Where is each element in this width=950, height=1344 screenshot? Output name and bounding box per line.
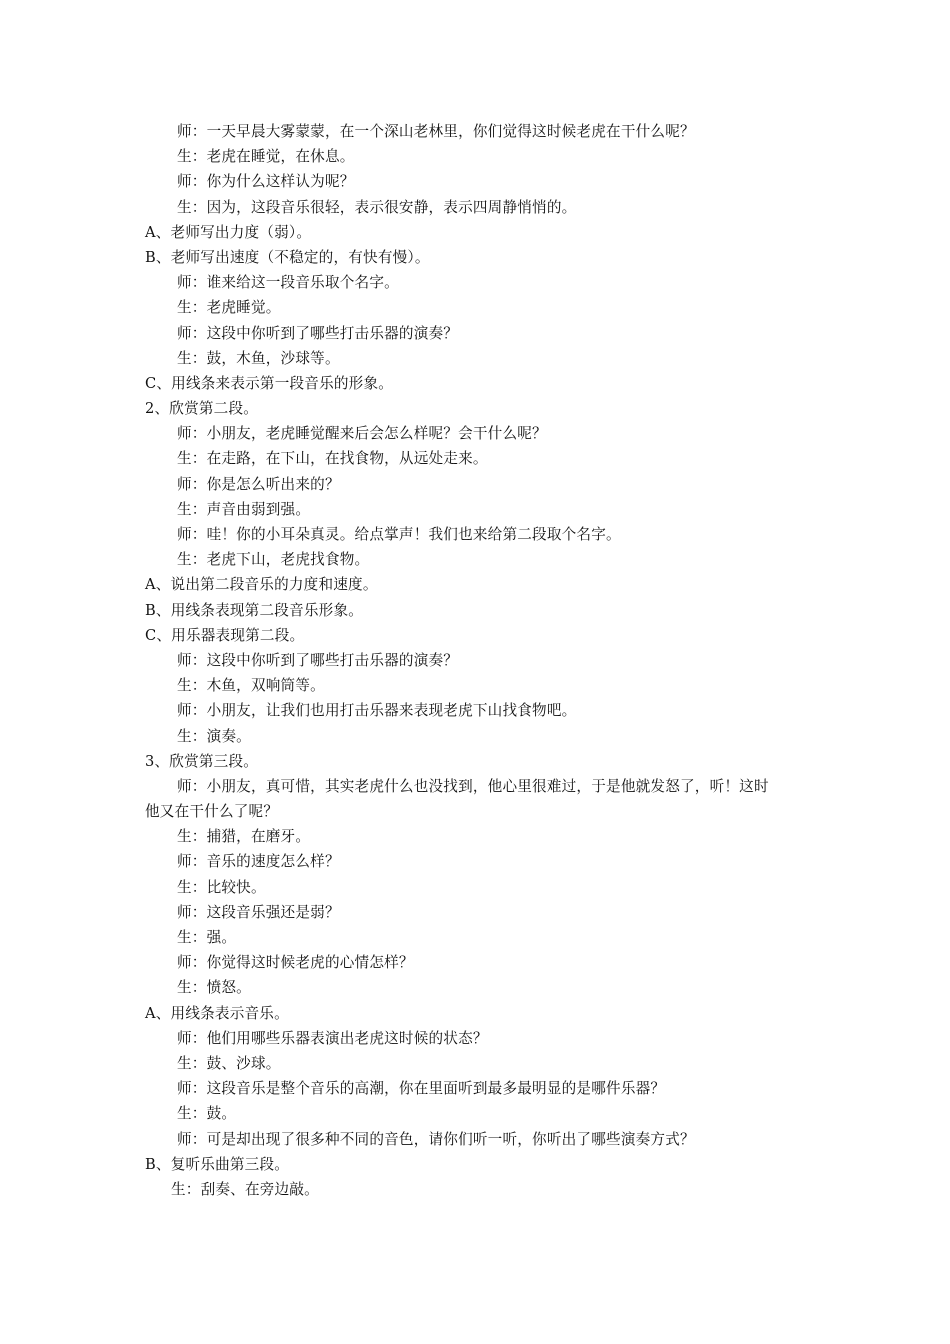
text-line: 师：一天早晨大雾蒙蒙，在一个深山老林里，你们觉得这时候老虎在干什么呢？ [177, 123, 695, 140]
text-line: 师：可是却出现了很多种不同的音色，请你们听一听，你听出了哪些演奏方式？ [177, 1130, 695, 1148]
text-line: 师：小朋友，真可惜，其实老虎什么也没找到，他心里很难过，于是他就发怒了，听！这时 [177, 777, 769, 795]
text-line: 生：捕猎，在磨牙。 [177, 828, 311, 846]
text-line: 生：鼓、沙球。 [177, 1054, 281, 1072]
text-line: 师：你为什么这样认为呢？ [177, 173, 355, 191]
text-line: 生：因为，这段音乐很轻，表示很安静，表示四周静悄悄的。 [177, 198, 577, 216]
text-line: 师：他们用哪些乐器表演出老虎这时候的状态？ [177, 1029, 488, 1047]
document-body [145, 119, 810, 1202]
text-line: 生：强。 [177, 929, 237, 946]
text-line: 生：声音由弱到强。 [177, 500, 311, 518]
text-line: 师：小朋友，老虎睡觉醒来后会怎么样呢？会干什么呢？ [177, 425, 547, 443]
text-line: B、复听乐曲第三段。 [145, 1155, 290, 1173]
text-line: 2、欣赏第二段。 [145, 400, 259, 418]
text-line: 生：老虎在睡觉，在休息。 [177, 148, 355, 166]
text-line: 师：这段音乐强还是弱？ [177, 903, 340, 921]
text-line: 生：比较快。 [177, 878, 266, 896]
text-line: 师：哇！你的小耳朵真灵。给点掌声！我们也来给第二段取个名字。 [177, 526, 621, 543]
text-line: 生：鼓，木鱼，沙球等。 [177, 349, 340, 367]
text-line: C、用线条来表示第一段音乐的形象。 [145, 374, 394, 392]
text-line: C、用乐器表现第二段。 [145, 626, 305, 644]
text-line: 生：演奏。 [177, 727, 251, 745]
text-line: 师：音乐的速度怎么样？ [177, 853, 340, 871]
text-line: 师：谁来给这一段音乐取个名字。 [177, 274, 399, 292]
text-line: B、用线条表现第二段音乐形象。 [145, 601, 364, 619]
text-line: 3、欣赏第三段。 [145, 752, 259, 770]
text-line: 生：刮奏、在旁边敲。 [171, 1180, 319, 1198]
text-line: 师：这段中你听到了哪些打击乐器的演奏？ [177, 651, 459, 669]
text-line: 生：老虎下山，老虎找食物。 [177, 551, 370, 569]
text-line: A、说出第二段音乐的力度和速度。 [145, 576, 378, 594]
text-line: 生：愤怒。 [177, 979, 251, 997]
text-line: 他又在干什么了呢？ [145, 803, 279, 821]
text-line: 生：老虎睡觉。 [177, 299, 281, 317]
text-line: 师：这段音乐是整个音乐的高潮，你在里面听到最多最明显的是哪件乐器？ [177, 1080, 666, 1098]
text-line: 师：小朋友，让我们也用打击乐器来表现老虎下山找食物吧。 [177, 702, 577, 720]
text-line: 生：木鱼，双响筒等。 [177, 677, 325, 695]
text-line: A、老师写出力度（弱）。 [145, 223, 312, 241]
text-line: 生：鼓。 [177, 1105, 237, 1123]
text-line: 生：在走路，在下山，在找食物，从远处走来。 [177, 450, 488, 468]
text-line: 师：你觉得这时候老虎的心情怎样？ [177, 954, 414, 972]
text-line: 师：你是怎么听出来的？ [177, 475, 340, 493]
text-line: A、用线条表示音乐。 [145, 1004, 289, 1022]
text-line: B、老师写出速度（不稳定的，有快有慢）。 [145, 248, 430, 266]
text-line: 师：这段中你听到了哪些打击乐器的演奏？ [177, 324, 459, 342]
